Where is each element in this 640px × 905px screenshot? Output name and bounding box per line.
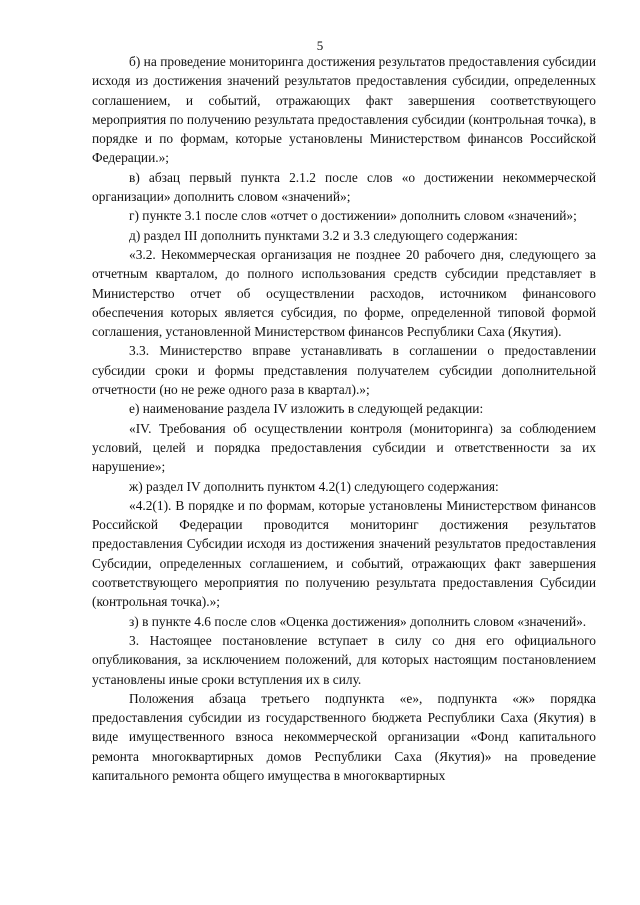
paragraph-zh-amendment: ж) раздел IV дополнить пунктом 4.2(1) следующего содержания: bbox=[129, 478, 499, 494]
paragraph-z-amendment: з) в пункте 4.6 после слов «Оценка достижения» дополнить словом «значений». bbox=[129, 613, 587, 629]
paragraph-g-amendment: г) пункте 3.1 после слов «отчет о достижении» дополнить словом «значений»; bbox=[129, 208, 577, 224]
paragraph-clause-3-3: 3.3. Министерство вправе устанавливать в соглашении о предоставлении субсидии сроки и формы представления получателем субсидии дополнительной отчетности (но не реже одного раза в квартал).»; bbox=[92, 343, 596, 398]
paragraph-b-monitoring: б) на проведение мониторинга достижения результатов предоставления субсидии исходя из достижения значений результатов предоставления субсидии, определенных соглашением, и событий, отражающих факт завершения соответствующего мероприятия по получению результата предоставления субсидии (контрольная точка), в порядке и по формам, которые установлены Министерством финансов Российской Федерации.»; bbox=[92, 54, 596, 166]
paragraph-provisions: Положения абзаца третьего подпункта «е», подпункта «ж» порядка предоставления субсидии из государственного бюджета Республики Саха (Якутия) в виде имущественного взноса некоммерческой организации «Фонд капитального ремонта многоквартирных домов Республики Саха (Якутия)» на проведение капитального ремонта общего имущества в многоквартирных bbox=[92, 690, 596, 783]
paragraph-d-amendment: д) раздел III дополнить пунктами 3.2 и 3.3 следующего содержания: bbox=[129, 227, 518, 243]
paragraph-section-iv-title: «IV. Требования об осуществлении контроля (мониторинга) за соблюдением условий, целей и порядка предоставления субсидии и ответственности за их нарушение»; bbox=[92, 420, 596, 475]
paragraph-clause-3-2: «3.2. Некоммерческая организация не позднее 20 рабочего дня, следующего за отчетным кварталом, до полного использования средств субсидии представляет в Министерство отчет об осуществлении расходов, источником финансового обеспечения которых является субсидия, по форме, определенной типовой формой соглашения, установленной Министерством финансов Республики Саха (Якутия). bbox=[92, 246, 596, 340]
page-number: 5 bbox=[316, 38, 324, 53]
paragraph-e-amendment: е) наименование раздела IV изложить в следующей редакции: bbox=[129, 401, 484, 417]
paragraph-item-3-effective: 3. Настоящее постановление вступает в силу со дня его официального опубликования, за исключением положений, для которых настоящим постановлением установлены иные сроки вступления их в силу. bbox=[92, 632, 596, 687]
paragraph-clause-4-2-1: «4.2(1). В порядке и по формам, которые установлены Министерством финансов Российской Федерации проводится мониторинг достижения результатов предоставления Субсидии исходя из достижения значений результатов предоставления Субсидии, определенных соглашением, и событий, отражающих факт завершения соответствующего мероприятия по получению результата предоставления Субсидии (контрольная точка).»; bbox=[92, 497, 596, 610]
document-body bbox=[92, 52, 596, 785]
paragraph-v-amendment: в) абзац первый пункта 2.1.2 после слов «о достижении некоммерческой организации» дополнить словом «значений»; bbox=[92, 169, 596, 205]
